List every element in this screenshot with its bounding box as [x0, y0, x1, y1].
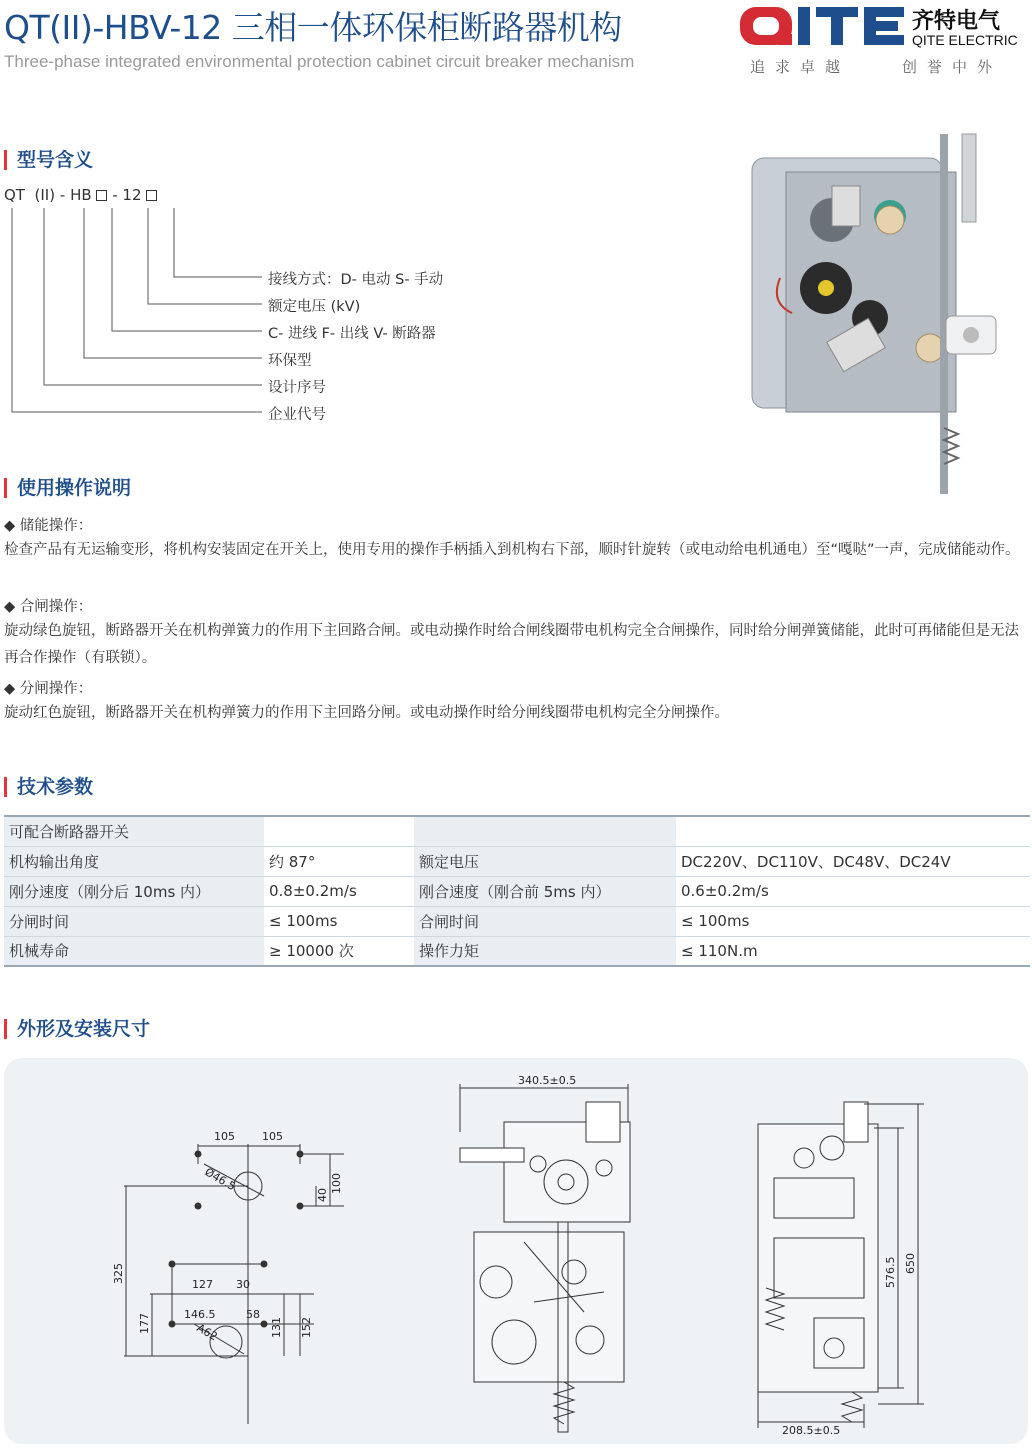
dim-40: 40: [316, 1188, 329, 1202]
model-code-dash2: -: [112, 186, 118, 204]
model-label-design: 设计序号: [268, 380, 326, 396]
model-bracket-lines: [0, 200, 280, 424]
spec-cell: [676, 816, 1030, 846]
spec-cell: 额定电压: [414, 846, 676, 876]
qite-logo-mark: [738, 4, 908, 48]
model-label-eco: 环保型: [268, 353, 312, 369]
dim-177: 177: [138, 1313, 151, 1334]
section-heading-specs: 技术参数: [4, 777, 93, 797]
model-label-company: 企业代号: [268, 407, 326, 423]
model-label-type: C- 进线 F- 出线 V- 断路器: [268, 326, 436, 342]
spec-cell: [414, 816, 676, 846]
logo-chinese-name: 齐特电气: [912, 9, 1001, 34]
operation-title-open: ◆ 分闸操作：: [4, 681, 93, 697]
spec-cell: 分闸时间: [4, 906, 264, 936]
spec-cell: [264, 816, 414, 846]
logo-slogan-left: 追求卓越: [750, 58, 851, 76]
table-row: [4, 936, 1030, 966]
spec-cell: ≤ 100ms: [676, 906, 1030, 936]
operation-title-charge: ◆ 储能操作：: [4, 518, 93, 534]
spec-table: [4, 815, 1030, 967]
operation-text-close: 旋动绿色旋钮，断路器开关在机构弹簧力的作用下主回路合闸。或电动操作时给合闸线圈带电机构完全合闸操作，同时给分闸弹簧储能，此时可再储能但是无法再合作操作（有联锁）。: [4, 623, 1019, 666]
table-row: [4, 876, 1030, 906]
logo-english-name: QITE ELECTRIC: [912, 32, 1018, 48]
spec-cell: 机械寿命: [4, 936, 264, 966]
spec-cell: ≤ 110N.m: [676, 936, 1030, 966]
dim-side-650: 650: [904, 1253, 917, 1274]
spec-cell: 约 87°: [264, 846, 414, 876]
dim-side-width: 208.5±0.5: [782, 1424, 841, 1437]
side-view-drawing: [744, 1088, 944, 1438]
operation-text-charge: 检查产品有无运输变形，将机构安装固定在开关上，使用专用的操作手柄插入到机构右下部，顺时针旋转（或电动给电机通电）至“嘎哒”一声，完成储能动作。: [4, 542, 1020, 558]
front-view-drawing: [454, 1072, 644, 1442]
dimension-drawings-panel: [4, 1058, 1028, 1444]
spec-cell: 0.8±0.2m/s: [264, 876, 414, 906]
model-code-voltage: 12: [122, 186, 142, 204]
spec-cell: DC220V、DC110V、DC48V、DC24V: [676, 846, 1030, 876]
spec-cell: 操作力矩: [414, 936, 676, 966]
dim-152: 152: [300, 1317, 313, 1338]
model-code-hb: HB: [70, 186, 92, 204]
product-photo: [740, 128, 1032, 498]
mounting-drawing: [104, 1124, 364, 1434]
dim-side-576: 576.5: [884, 1256, 897, 1288]
logo-slogan-right: 创誉中外: [902, 58, 1003, 76]
spec-cell: 合闸时间: [414, 906, 676, 936]
dim-127: 127: [192, 1278, 213, 1291]
model-code-dash1: -: [59, 186, 66, 204]
dim-58: 58: [246, 1308, 260, 1321]
section-heading-operation: 使用操作说明: [4, 478, 131, 498]
operation-title-close: ◆ 合闸操作：: [4, 599, 93, 615]
dim-325: 325: [112, 1263, 125, 1284]
table-row: [4, 906, 1030, 936]
page-subtitle: Three-phase integrated environmental protection cabinet circuit breaker mechanism: [4, 52, 635, 71]
spec-cell: 0.6±0.2m/s: [676, 876, 1030, 906]
dim-146-5: 146.5: [184, 1308, 216, 1321]
dim-105-right: 105: [262, 1130, 283, 1143]
spec-cell: 可配合断路器开关: [4, 816, 264, 846]
dim-105-left: 105: [214, 1130, 235, 1143]
spec-cell: ≤ 100ms: [264, 906, 414, 936]
model-code-qt: QT: [4, 186, 25, 204]
model-code-design: (II): [34, 186, 56, 204]
table-row: [4, 816, 1030, 846]
dim-a62: A62: [194, 1321, 220, 1344]
model-label-voltage: 额定电压 (kV): [268, 299, 361, 315]
section-heading-model: 型号含义: [4, 150, 93, 170]
section-heading-dimensions: 外形及安装尺寸: [4, 1019, 150, 1039]
page-title: QT(II)-HBV-12 三相一体环保柜断路器机构: [4, 8, 622, 47]
model-label-wiring: 接线方式：D- 电动 S- 手动: [268, 272, 444, 288]
dim-131: 131: [270, 1317, 283, 1338]
dim-30: 30: [236, 1278, 250, 1291]
spec-cell: 刚合速度（刚合前 5ms 内）: [414, 876, 676, 906]
spec-cell: ≥ 10000 次: [264, 936, 414, 966]
table-row: [4, 846, 1030, 876]
dim-front-width: 340.5±0.5: [518, 1074, 577, 1087]
spec-cell: 刚分速度（刚分后 10ms 内）: [4, 876, 264, 906]
operation-text-open: 旋动红色旋钮，断路器开关在机构弹簧力的作用下主回路分闸。或电动操作时给分闸线圈带电机构完全分闸操作。: [4, 705, 729, 721]
company-logo: [738, 4, 1030, 80]
spec-cell: 机构输出角度: [4, 846, 264, 876]
dim-100: 100: [330, 1173, 343, 1194]
dim-46-5: Ø46.5: [202, 1165, 238, 1194]
